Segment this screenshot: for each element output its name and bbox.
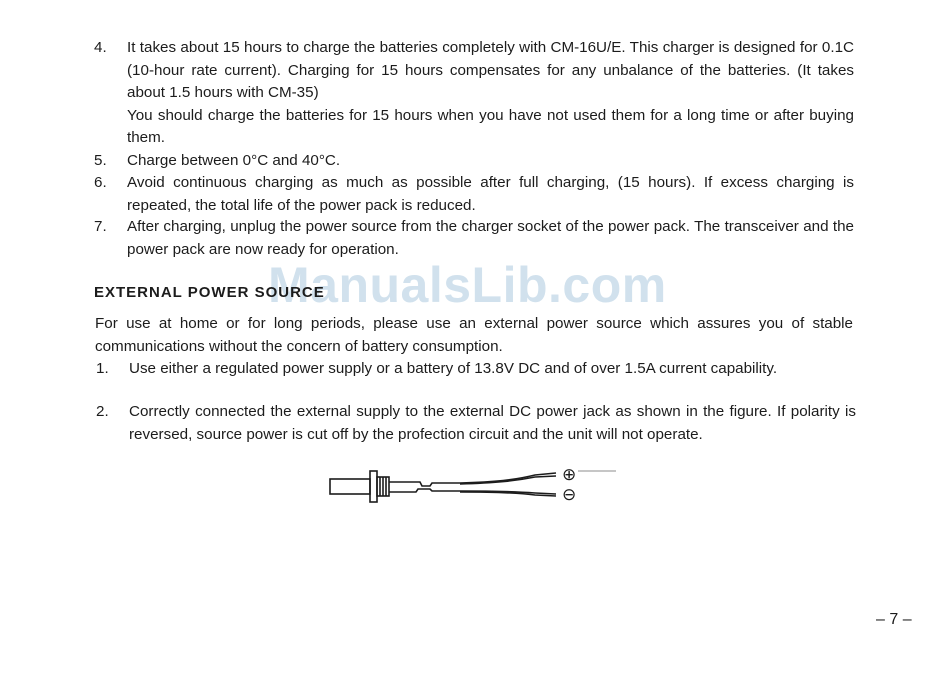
terminal-upper [389, 482, 460, 486]
list-text: Correctly connected the external supply to the external DC power jack as shown in the figure. If polarity is reversed, source power is cut off by the profection circuit and the unit will not operate. [129, 403, 856, 443]
page-number: – 7 – [876, 611, 912, 628]
watermark: ManualsLib.com [268, 257, 667, 313]
list-number: 1. [96, 360, 109, 377]
list-item-2 [96, 401, 856, 446]
list-text: It takes about 15 hours to charge the batteries completely with CM-16U/E. This charger is designed for 0.1C (10-hour rate current). Charging for 15 hours compensates for any unbalance of the batteries. (It takes about 1.5 hours with CM-35) [127, 39, 854, 101]
negative-symbol: ⊖ [562, 485, 577, 505]
list-number: 4. [94, 39, 107, 56]
terminal-lower [389, 489, 460, 492]
list-number: 5. [94, 152, 107, 169]
list-text-continuation: You should charge the batteries for 15 hours when you have not used them for a long time or after buying them. [127, 106, 854, 146]
section-heading: EXTERNAL POWER SOURCE [94, 284, 325, 301]
plug-tip [330, 479, 370, 494]
dc-plug-figure [320, 460, 620, 510]
list-number: 6. [94, 174, 107, 191]
list-text: After charging, unplug the power source from the charger socket of the power pack. The transceiver and the power pack are now ready for operation. [127, 218, 854, 258]
list-item-7 [94, 216, 854, 261]
plug-flange [370, 471, 377, 502]
list-item-6 [94, 172, 854, 217]
list-item-4 [94, 37, 854, 150]
list-text: Avoid continuous charging as much as possible after full charging, (15 hours). If excess charging is repeated, the total life of the power pack is reduced. [127, 174, 854, 214]
list-text: Charge between 0°C and 40°C. [127, 152, 341, 169]
positive-symbol: ⊕ [562, 465, 577, 485]
list-text: Use either a regulated power supply or a battery of 13.8V DC and of over 1.5A current capability. [129, 360, 778, 377]
intro-paragraph: For use at home or for long periods, please use an external power source which assures you of stable communications without the concern of battery consumption. [95, 315, 853, 355]
list-item-5 [94, 150, 854, 173]
list-item-1 [96, 358, 856, 381]
list-number: 7. [94, 218, 107, 235]
list-number: 2. [96, 403, 109, 420]
